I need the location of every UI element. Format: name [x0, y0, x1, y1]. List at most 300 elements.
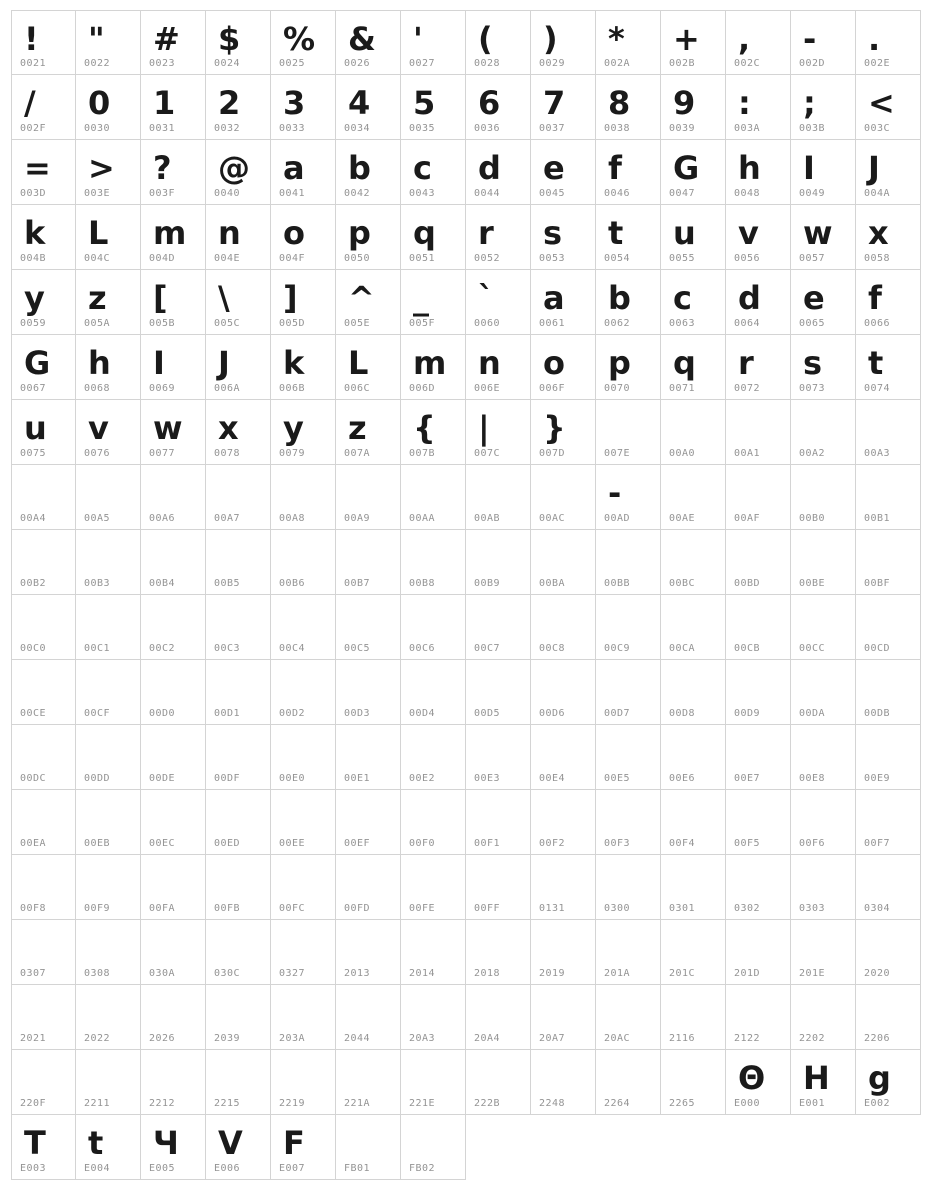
glyph-cell[interactable] [856, 660, 921, 725]
glyph-cell[interactable] [336, 140, 401, 205]
codepoint-label: 004C [84, 253, 111, 264]
glyph-cell[interactable] [466, 1050, 531, 1115]
glyph-cell[interactable] [206, 465, 271, 530]
glyph-cell[interactable] [141, 465, 206, 530]
glyph-cell[interactable] [271, 790, 336, 855]
glyph-cell[interactable] [401, 140, 466, 205]
glyph-cell[interactable] [401, 1115, 466, 1180]
glyph-cell[interactable] [336, 595, 401, 660]
glyph-cell[interactable] [596, 855, 661, 920]
glyph-cell[interactable] [726, 400, 791, 465]
glyph-cell[interactable] [531, 140, 596, 205]
glyph-cell[interactable] [791, 920, 856, 985]
glyph-cell[interactable] [141, 75, 206, 140]
codepoint-label: 00B6 [279, 578, 306, 589]
codepoint-label: 00B0 [799, 513, 826, 524]
glyph-cell[interactable] [856, 1050, 921, 1115]
glyph: T [24, 1124, 46, 1162]
codepoint-label: 00D9 [734, 708, 761, 719]
glyph: J [218, 344, 230, 382]
codepoint-label: 0051 [409, 253, 436, 264]
glyph-cell[interactable] [271, 140, 336, 205]
glyph-cell[interactable] [466, 205, 531, 270]
glyph-cell[interactable] [141, 985, 206, 1050]
glyph-cell[interactable] [401, 855, 466, 920]
glyph-cell[interactable] [726, 725, 791, 790]
glyph-cell[interactable] [726, 660, 791, 725]
glyph-cell[interactable] [271, 335, 336, 400]
glyph-cell[interactable] [76, 400, 141, 465]
glyph-cell[interactable] [271, 985, 336, 1050]
glyph-cell[interactable] [141, 400, 206, 465]
glyph-cell[interactable] [206, 75, 271, 140]
glyph-cell[interactable] [856, 985, 921, 1050]
glyph-cell[interactable] [791, 140, 856, 205]
glyph: ? [153, 149, 172, 187]
glyph-cell[interactable] [596, 400, 661, 465]
glyph-cell[interactable] [206, 985, 271, 1050]
codepoint-label: 003F [149, 188, 176, 199]
glyph-cell[interactable] [271, 595, 336, 660]
glyph-cell[interactable] [401, 530, 466, 595]
glyph-cell[interactable] [531, 530, 596, 595]
glyph-cell[interactable] [271, 1115, 336, 1180]
glyph-row [11, 1115, 930, 1180]
glyph-cell[interactable] [401, 270, 466, 335]
glyph-cell[interactable] [271, 660, 336, 725]
glyph-cell[interactable] [336, 335, 401, 400]
glyph-cell[interactable] [206, 1050, 271, 1115]
glyph-cell[interactable] [661, 10, 726, 75]
glyph-cell[interactable] [11, 75, 76, 140]
glyph-cell[interactable] [141, 335, 206, 400]
glyph-cell[interactable] [141, 1115, 206, 1180]
glyph-cell[interactable] [856, 790, 921, 855]
glyph-cell[interactable] [11, 660, 76, 725]
glyph-cell[interactable] [401, 335, 466, 400]
glyph-cell[interactable] [856, 400, 921, 465]
glyph-cell[interactable] [76, 920, 141, 985]
glyph-cell[interactable] [206, 400, 271, 465]
glyph: % [283, 20, 316, 58]
glyph-cell[interactable] [661, 205, 726, 270]
glyph-cell[interactable] [271, 855, 336, 920]
glyph-cell[interactable] [206, 595, 271, 660]
glyph-cell[interactable] [661, 790, 726, 855]
glyph-cell[interactable] [531, 465, 596, 530]
glyph: = [24, 149, 51, 187]
codepoint-label: 0070 [604, 383, 631, 394]
glyph-cell[interactable] [531, 660, 596, 725]
glyph-cell[interactable] [466, 465, 531, 530]
glyph-cell[interactable] [206, 855, 271, 920]
glyph-cell[interactable] [661, 140, 726, 205]
codepoint-label: 00F4 [669, 838, 696, 849]
glyph-cell[interactable] [661, 725, 726, 790]
glyph-cell[interactable] [791, 335, 856, 400]
codepoint-label: 00DE [149, 773, 176, 784]
glyph-cell[interactable] [726, 75, 791, 140]
glyph-cell[interactable] [856, 205, 921, 270]
codepoint-label: 0035 [409, 123, 436, 134]
codepoint-label: 0041 [279, 188, 306, 199]
glyph-cell[interactable] [76, 790, 141, 855]
glyph-cell[interactable] [271, 75, 336, 140]
glyph-cell[interactable] [11, 920, 76, 985]
glyph-cell[interactable] [726, 465, 791, 530]
codepoint-label: 00FB [214, 903, 241, 914]
glyph-cell[interactable] [271, 400, 336, 465]
glyph-cell[interactable] [76, 725, 141, 790]
glyph-row [11, 205, 930, 270]
glyph-cell[interactable] [76, 530, 141, 595]
glyph-cell[interactable] [791, 465, 856, 530]
glyph-cell[interactable] [531, 920, 596, 985]
glyph-cell[interactable] [401, 920, 466, 985]
codepoint-label: 00E8 [799, 773, 826, 784]
glyph-cell[interactable] [141, 530, 206, 595]
glyph-cell[interactable] [11, 205, 76, 270]
glyph-cell[interactable] [856, 270, 921, 335]
glyph-cell[interactable] [791, 855, 856, 920]
codepoint-label: 007C [474, 448, 501, 459]
glyph-cell[interactable] [11, 725, 76, 790]
glyph-cell[interactable] [596, 985, 661, 1050]
glyph-cell[interactable] [661, 985, 726, 1050]
glyph-cell[interactable] [531, 1050, 596, 1115]
glyph-cell[interactable] [726, 920, 791, 985]
glyph-cell[interactable] [271, 205, 336, 270]
codepoint-label: 00B8 [409, 578, 436, 589]
glyph-cell[interactable] [401, 660, 466, 725]
glyph-cell[interactable] [76, 985, 141, 1050]
glyph-cell[interactable] [336, 1115, 401, 1180]
codepoint-label: 0033 [279, 123, 306, 134]
glyph-cell[interactable] [11, 985, 76, 1050]
codepoint-label: 2206 [864, 1033, 891, 1044]
codepoint-label: 00FC [279, 903, 306, 914]
glyph-cell[interactable] [11, 1050, 76, 1115]
glyph-cell[interactable] [466, 400, 531, 465]
glyph-cell[interactable] [336, 855, 401, 920]
codepoint-label: 00D8 [669, 708, 696, 719]
glyph-cell[interactable] [856, 530, 921, 595]
glyph-cell[interactable] [141, 595, 206, 660]
codepoint-label: 002A [604, 58, 631, 69]
glyph-cell[interactable] [11, 335, 76, 400]
glyph-row [11, 920, 930, 985]
glyph-cell[interactable] [11, 270, 76, 335]
codepoint-label: 201A [604, 968, 631, 979]
glyph-cell[interactable] [141, 270, 206, 335]
glyph-cell[interactable] [271, 530, 336, 595]
glyph-cell[interactable] [141, 140, 206, 205]
glyph-cell[interactable] [141, 855, 206, 920]
glyph-cell[interactable] [206, 1115, 271, 1180]
glyph-cell[interactable] [596, 660, 661, 725]
glyph-cell[interactable] [661, 335, 726, 400]
glyph-cell[interactable] [76, 75, 141, 140]
glyph-cell[interactable] [791, 660, 856, 725]
glyph-cell[interactable] [401, 10, 466, 75]
glyph-cell[interactable] [206, 790, 271, 855]
glyph-cell[interactable] [531, 400, 596, 465]
glyph-cell[interactable] [856, 725, 921, 790]
glyph-cell[interactable] [336, 1050, 401, 1115]
codepoint-label: 20A4 [474, 1033, 501, 1044]
glyph-cell[interactable] [466, 855, 531, 920]
glyph: r [478, 214, 494, 252]
glyph-cell[interactable] [596, 595, 661, 660]
glyph-cell[interactable] [596, 75, 661, 140]
glyph-cell[interactable] [11, 1115, 76, 1180]
glyph-cell[interactable] [401, 985, 466, 1050]
glyph-cell[interactable] [336, 790, 401, 855]
glyph-cell[interactable] [531, 725, 596, 790]
glyph-cell[interactable] [726, 985, 791, 1050]
glyph-cell[interactable] [336, 400, 401, 465]
glyph-cell[interactable] [661, 75, 726, 140]
glyph: d [738, 279, 761, 317]
glyph-cell[interactable] [141, 205, 206, 270]
glyph-cell[interactable] [466, 335, 531, 400]
glyph-cell[interactable] [11, 140, 76, 205]
glyph-cell[interactable] [726, 205, 791, 270]
glyph-cell[interactable] [596, 1050, 661, 1115]
glyph-cell[interactable] [11, 790, 76, 855]
codepoint-label: 0060 [474, 318, 501, 329]
glyph-cell[interactable] [856, 465, 921, 530]
glyph: : [738, 84, 751, 122]
glyph-cell[interactable] [791, 270, 856, 335]
glyph-cell[interactable] [206, 920, 271, 985]
glyph-cell[interactable] [791, 10, 856, 75]
glyph-cell[interactable] [11, 400, 76, 465]
glyph-cell[interactable] [466, 595, 531, 660]
codepoint-label: 0055 [669, 253, 696, 264]
glyph-cell[interactable] [76, 1050, 141, 1115]
glyph-cell[interactable] [206, 270, 271, 335]
glyph-cell[interactable] [596, 10, 661, 75]
glyph-cell[interactable] [401, 205, 466, 270]
glyph-cell[interactable] [596, 270, 661, 335]
glyph-cell[interactable] [76, 660, 141, 725]
glyph-cell[interactable] [856, 855, 921, 920]
glyph-cell[interactable] [401, 595, 466, 660]
glyph-cell[interactable] [466, 725, 531, 790]
glyph-cell[interactable] [466, 75, 531, 140]
codepoint-label: 00FA [149, 903, 176, 914]
glyph-cell[interactable] [726, 595, 791, 660]
glyph: ` [478, 279, 494, 317]
glyph-cell[interactable] [271, 10, 336, 75]
glyph-cell[interactable] [401, 725, 466, 790]
glyph-cell[interactable] [661, 660, 726, 725]
glyph-cell[interactable] [271, 270, 336, 335]
glyph-cell[interactable] [531, 205, 596, 270]
glyph: o [543, 344, 565, 382]
glyph-cell[interactable] [856, 75, 921, 140]
glyph-cell[interactable] [76, 205, 141, 270]
glyph-cell[interactable] [401, 790, 466, 855]
glyph-cell[interactable] [271, 465, 336, 530]
glyph-cell[interactable] [531, 790, 596, 855]
glyph-cell[interactable] [661, 270, 726, 335]
glyph-cell[interactable] [596, 530, 661, 595]
glyph-cell[interactable] [531, 10, 596, 75]
glyph: w [153, 409, 183, 447]
glyph-cell[interactable] [856, 335, 921, 400]
glyph-cell[interactable] [856, 595, 921, 660]
glyph-cell[interactable] [466, 920, 531, 985]
codepoint-label: 0072 [734, 383, 761, 394]
glyph-cell[interactable] [856, 140, 921, 205]
glyph-cell[interactable] [856, 10, 921, 75]
glyph-cell[interactable] [466, 790, 531, 855]
glyph-cell[interactable] [401, 1050, 466, 1115]
glyph-cell[interactable] [856, 920, 921, 985]
glyph-cell[interactable] [76, 335, 141, 400]
glyph-cell[interactable] [596, 725, 661, 790]
glyph-cell[interactable] [466, 660, 531, 725]
codepoint-label: 003E [84, 188, 111, 199]
glyph-cell[interactable] [336, 530, 401, 595]
glyph-cell[interactable] [531, 855, 596, 920]
glyph-cell[interactable] [596, 205, 661, 270]
glyph-cell[interactable] [531, 595, 596, 660]
glyph-cell[interactable] [11, 530, 76, 595]
glyph-cell[interactable] [726, 855, 791, 920]
glyph-cell[interactable] [401, 465, 466, 530]
codepoint-label: 0022 [84, 58, 111, 69]
glyph-cell[interactable] [726, 1050, 791, 1115]
glyph-cell[interactable] [11, 595, 76, 660]
codepoint-label: 00C7 [474, 643, 501, 654]
glyph-cell[interactable] [791, 985, 856, 1050]
glyph-cell[interactable] [141, 725, 206, 790]
glyph-cell[interactable] [141, 1050, 206, 1115]
glyph-cell[interactable] [76, 140, 141, 205]
glyph-cell[interactable] [791, 1050, 856, 1115]
glyph-cell[interactable] [76, 10, 141, 75]
glyph-cell[interactable] [336, 465, 401, 530]
glyph-cell[interactable] [206, 140, 271, 205]
glyph-cell[interactable] [791, 75, 856, 140]
glyph-cell[interactable] [336, 725, 401, 790]
glyph-cell[interactable] [661, 595, 726, 660]
glyph-cell[interactable] [596, 335, 661, 400]
glyph-cell[interactable] [141, 790, 206, 855]
codepoint-label: 00A7 [214, 513, 241, 524]
glyph-cell[interactable] [336, 985, 401, 1050]
glyph-cell[interactable] [596, 920, 661, 985]
glyph-cell[interactable] [791, 400, 856, 465]
glyph-cell[interactable] [726, 530, 791, 595]
glyph-cell[interactable] [336, 270, 401, 335]
glyph-cell[interactable] [466, 140, 531, 205]
glyph-cell[interactable] [401, 75, 466, 140]
glyph-cell[interactable] [726, 790, 791, 855]
glyph-cell[interactable] [271, 1050, 336, 1115]
glyph-cell[interactable] [531, 985, 596, 1050]
glyph-cell[interactable] [791, 205, 856, 270]
glyph-cell[interactable] [206, 530, 271, 595]
codepoint-label: 0049 [799, 188, 826, 199]
glyph-cell[interactable] [466, 10, 531, 75]
glyph-cell[interactable] [336, 10, 401, 75]
glyph-cell[interactable] [661, 530, 726, 595]
glyph-cell[interactable] [466, 270, 531, 335]
glyph-cell[interactable] [336, 205, 401, 270]
codepoint-label: 005C [214, 318, 241, 329]
codepoint-label: 2018 [474, 968, 501, 979]
codepoint-label: 00EC [149, 838, 176, 849]
glyph-cell[interactable] [206, 725, 271, 790]
codepoint-label: 2019 [539, 968, 566, 979]
glyph-cell[interactable] [596, 140, 661, 205]
glyph-cell[interactable] [76, 855, 141, 920]
glyph-cell[interactable] [531, 335, 596, 400]
glyph-cell[interactable] [661, 920, 726, 985]
glyph-cell[interactable] [726, 335, 791, 400]
codepoint-label: 00B4 [149, 578, 176, 589]
glyph-cell[interactable] [726, 140, 791, 205]
glyph-cell[interactable] [466, 530, 531, 595]
glyph-cell[interactable] [141, 920, 206, 985]
glyph-cell[interactable] [661, 400, 726, 465]
codepoint-label: 0071 [669, 383, 696, 394]
glyph-cell[interactable] [596, 465, 661, 530]
glyph-cell[interactable] [661, 465, 726, 530]
codepoint-label: 2116 [669, 1033, 696, 1044]
glyph-cell[interactable] [336, 660, 401, 725]
glyph-cell[interactable] [76, 465, 141, 530]
glyph-cell[interactable] [141, 10, 206, 75]
glyph: v [738, 214, 759, 252]
glyph-cell[interactable] [791, 725, 856, 790]
glyph-cell[interactable] [401, 400, 466, 465]
glyph-cell[interactable] [206, 10, 271, 75]
glyph-cell[interactable] [76, 1115, 141, 1180]
glyph-cell[interactable] [661, 855, 726, 920]
glyph-cell[interactable] [531, 75, 596, 140]
glyph-cell[interactable] [206, 205, 271, 270]
glyph-cell[interactable] [11, 855, 76, 920]
glyph-cell[interactable] [596, 790, 661, 855]
glyph-cell[interactable] [11, 10, 76, 75]
glyph-cell[interactable] [726, 10, 791, 75]
glyph-row [11, 595, 930, 660]
glyph-cell[interactable] [336, 75, 401, 140]
codepoint-label: 003C [864, 123, 891, 134]
glyph-cell[interactable] [76, 270, 141, 335]
glyph-cell[interactable] [206, 335, 271, 400]
glyph-cell[interactable] [271, 725, 336, 790]
glyph-cell[interactable] [206, 660, 271, 725]
glyph-cell[interactable] [466, 985, 531, 1050]
glyph-cell[interactable] [791, 790, 856, 855]
glyph-cell[interactable] [661, 1050, 726, 1115]
glyph-cell[interactable] [271, 920, 336, 985]
glyph-cell[interactable] [726, 270, 791, 335]
glyph-cell[interactable] [531, 270, 596, 335]
glyph-cell[interactable] [336, 920, 401, 985]
glyph-cell[interactable] [11, 465, 76, 530]
glyph-cell[interactable] [141, 660, 206, 725]
glyph-cell[interactable] [791, 530, 856, 595]
glyph-cell[interactable] [76, 595, 141, 660]
glyph-cell[interactable] [791, 595, 856, 660]
